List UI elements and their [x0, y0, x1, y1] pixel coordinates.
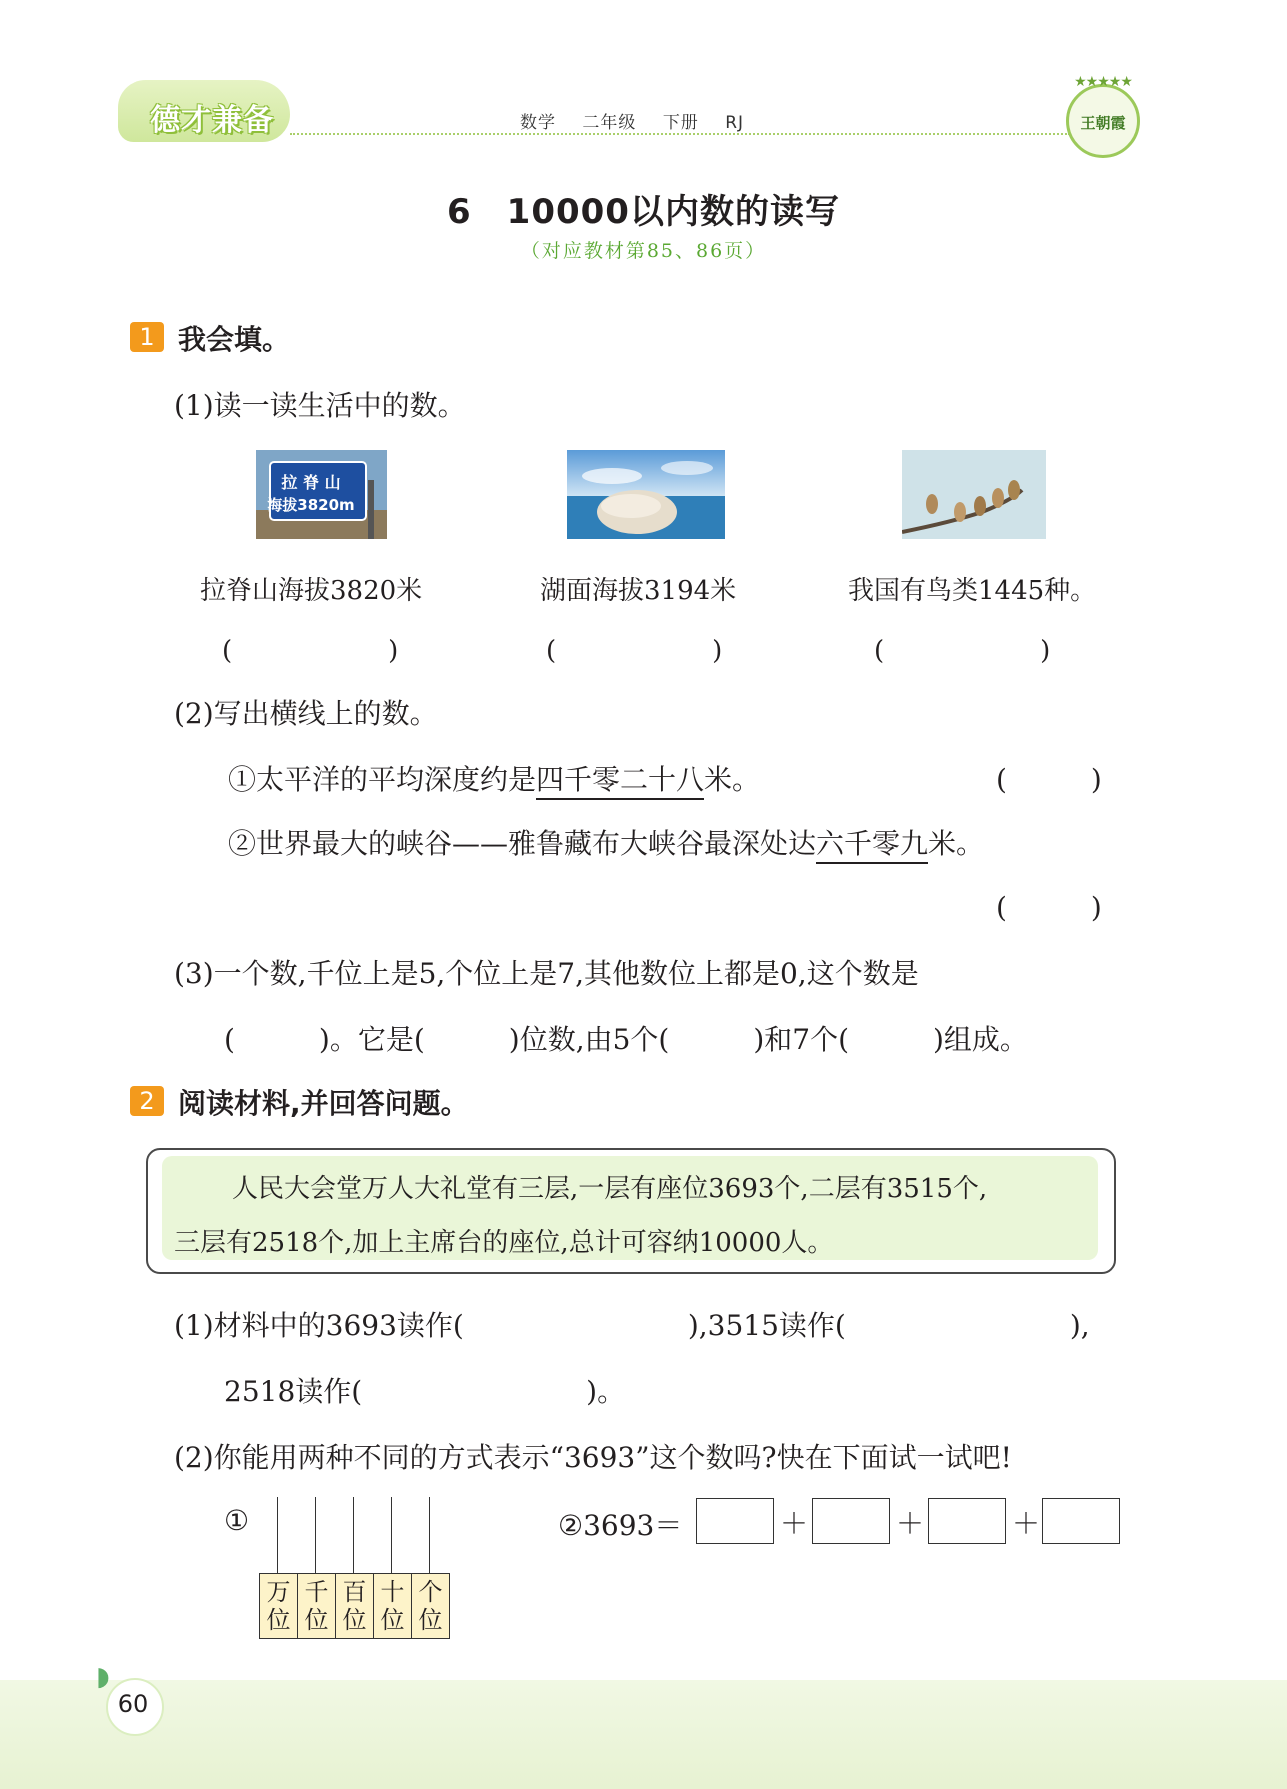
counter-base	[259, 1573, 450, 1639]
place-tens: 十 位	[374, 1574, 412, 1639]
header-divider	[290, 133, 1070, 135]
author-seal-text: 王朝霞	[1080, 114, 1126, 132]
counter-rod-ones[interactable]	[429, 1497, 430, 1573]
place-ones: 个 位	[412, 1574, 450, 1639]
birds-photo	[902, 450, 1046, 539]
question-1-2-label: (2)写出横线上的数。	[174, 697, 438, 730]
lesson-title: 6 10000以内数的读写	[447, 192, 840, 232]
item-2-underlined-number: 六千零九	[816, 827, 928, 864]
counter-rod-tens[interactable]	[391, 1497, 392, 1573]
star-icon-row: ★★★★★	[1074, 74, 1132, 90]
method-2-label: ②3693＝	[558, 1509, 683, 1542]
volume-label: 下册	[662, 113, 699, 133]
plus-sign-3: ＋	[1012, 1507, 1041, 1540]
counter-rod-thousands[interactable]	[315, 1497, 316, 1573]
textbook-reference: （对应教材第85、86页）	[520, 240, 767, 262]
caption-birds: 我国有鸟类1445种。	[848, 576, 1097, 606]
item-1-suffix: 米。	[704, 763, 761, 796]
counter-rod-hundreds[interactable]	[353, 1497, 354, 1573]
brand-logo-text: 德才兼备	[150, 103, 274, 138]
expansion-box-2[interactable]	[812, 1498, 890, 1544]
section-number-2: 2	[130, 1086, 164, 1116]
question-1-3-line-2[interactable]: ( )。它是( )位数,由5个( )和7个( )组成。	[224, 1023, 1028, 1056]
item-1-text: ①太平洋的平均深度约是	[228, 763, 537, 796]
section-title-2: 阅读材料,并回答问题。	[178, 1087, 469, 1120]
section-number-1: 1	[130, 322, 164, 352]
item-2-suffix: 米。	[928, 827, 985, 860]
place-ten-thousands: 万 位	[260, 1574, 298, 1639]
footer-decoration	[0, 1680, 1287, 1789]
answer-blank-canyon[interactable]: ( )	[996, 891, 1102, 924]
question-2-1-line-1[interactable]: (1)材料中的3693读作( ),3515读作( ),	[174, 1309, 1090, 1342]
section-title-1: 我会填。	[178, 323, 291, 356]
header-meta	[520, 108, 764, 133]
place-hundreds: 百 位	[336, 1574, 374, 1639]
dolphin-icon: ◗	[96, 1662, 110, 1692]
answer-blank-birds[interactable]: ( )	[874, 636, 1051, 666]
question-1-1-label: (1)读一读生活中的数。	[174, 389, 466, 422]
expansion-box-3[interactable]	[928, 1498, 1006, 1544]
caption-mountain: 拉脊山海拔3820米	[200, 576, 423, 606]
grade-label: 二年级	[582, 113, 637, 133]
answer-blank-mountain[interactable]: ( )	[222, 636, 399, 666]
question-1-2-item-2	[228, 822, 984, 862]
item-2-text: ②世界最大的峡谷——雅鲁藏布大峡谷最深处达	[228, 827, 817, 860]
answer-blank-pacific[interactable]: ( )	[996, 763, 1102, 796]
plus-sign-1: ＋	[780, 1507, 809, 1540]
material-line-2: 三层有2518个,加上主席台的座位,总计可容纳10000人。	[174, 1228, 834, 1258]
method-1-label: ①	[224, 1504, 250, 1537]
question-2-1-line-2[interactable]: 2518读作( )。	[224, 1375, 626, 1408]
expansion-box-1[interactable]	[696, 1498, 774, 1544]
answer-blank-lake[interactable]: ( )	[546, 636, 723, 666]
plus-sign-2: ＋	[896, 1507, 925, 1540]
counter-rod-ten-thousands[interactable]	[277, 1497, 278, 1573]
subject-label: 数学	[520, 113, 556, 133]
question-1-2-item-1	[228, 758, 760, 798]
place-thousands: 千 位	[298, 1574, 336, 1639]
sign-text-altitude: 海拔3820m	[267, 496, 355, 514]
edition-label: RJ	[725, 113, 745, 133]
caption-lake: 湖面海拔3194米	[540, 576, 737, 606]
item-1-underlined-number: 四千零二十八	[536, 763, 704, 800]
question-2-2-label: (2)你能用两种不同的方式表示“3693”这个数吗?快在下面试一试吧!	[174, 1441, 1012, 1474]
expansion-box-4[interactable]	[1042, 1498, 1120, 1544]
material-line-1: 人民大会堂万人大礼堂有三层,一层有座位3693个,二层有3515个,	[232, 1174, 988, 1204]
sign-text-name: 拉 脊 山	[281, 473, 341, 492]
page-number: 60	[117, 1690, 149, 1718]
lake-rock-photo	[567, 450, 725, 539]
question-1-3-line-1: (3)一个数,千位上是5,个位上是7,其他数位上都是0,这个数是	[174, 957, 919, 990]
